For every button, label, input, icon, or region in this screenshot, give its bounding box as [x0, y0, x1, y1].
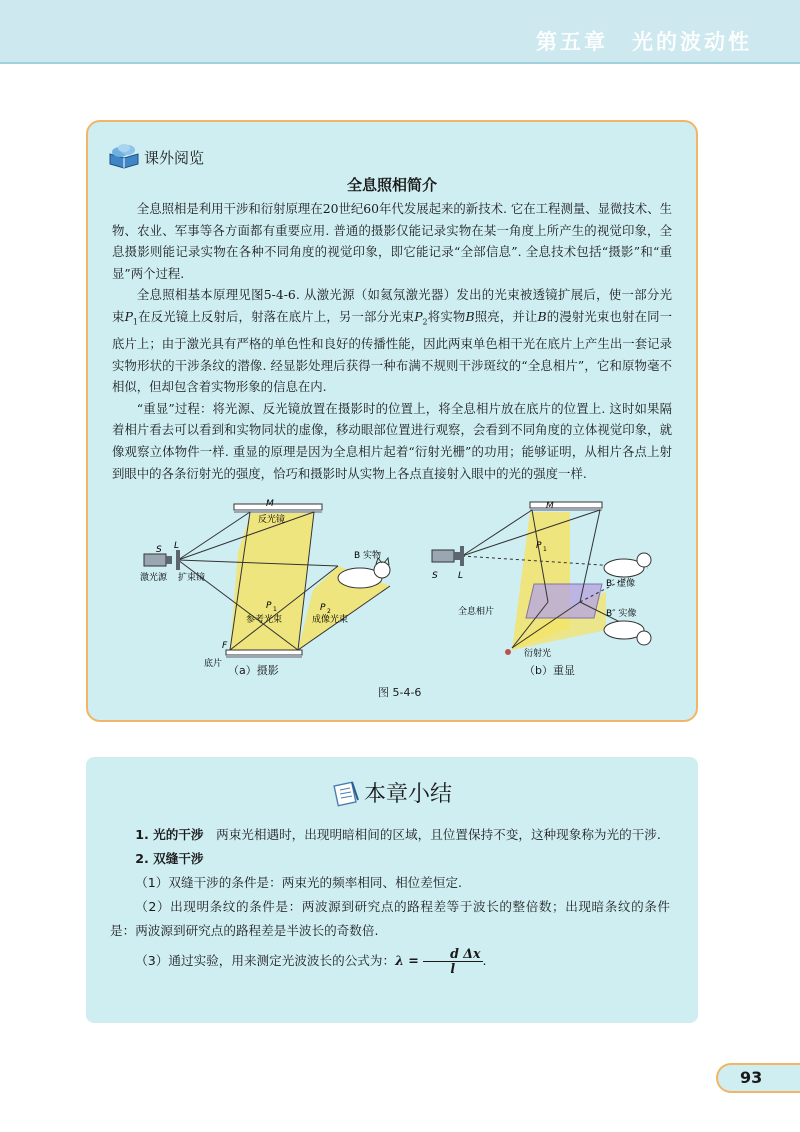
svg-text:扩束镜: 扩束镜: [178, 573, 206, 583]
svg-text:P: P: [266, 601, 272, 611]
svg-text:底片: 底片: [204, 659, 223, 669]
summary-title: 本章小结: [86, 777, 698, 808]
summary-item-2-2: （2）出现明条纹的条件是：两波源到研究点的路程差等于波长的整倍数；出现暗条纹的条件是：两波源到研究点的路程差是半波长的奇数倍.: [110, 899, 670, 938]
chapter-title: 第五章 光的波动性: [536, 30, 752, 54]
figure-b-reconstruction: [410, 498, 670, 663]
figure-a-caption: （a）摄影: [228, 664, 279, 677]
summary-body: [110, 823, 670, 976]
svg-text:1: 1: [543, 546, 547, 553]
svg-text:P: P: [320, 603, 326, 613]
reading-box: [86, 120, 698, 722]
svg-text:P: P: [536, 541, 542, 551]
paragraph-2: 全息照相基本原理见图5-4-6. 从激光源（如氦氖激光器）发出的光束被透镜扩展后，使一部分光束$P_1$在反光镜上反射后，射落在底片上，另一部分光束$P_2$将实物B照亮，并让B的漫射光束也射在同一底片上；由于激光具有严格的单色性和良好的传播性能，因此两束单色相干光在底片上产生出一套记录实物形状的干涉条纹的潜像. 经显影处理后获得一种布满不规则干涉斑纹的“全息相片”，它和原物毫不相似，但却包含着实物形象的信息在内.: [112, 287, 673, 395]
header-rule: [0, 62, 800, 64]
notepad-icon: [332, 780, 360, 806]
summary-item-2-1: （1）双缝干涉的条件是：两束光的频率相同、相位差恒定.: [135, 875, 463, 890]
figure-b-caption: （b）重显: [524, 664, 575, 677]
paragraph-3: “重显”过程：将光源、反光镜放置在摄影时的位置上，将全息相片放在底片的位置上. 这时如果隔着相片看去可以看到和实物同状的虚像，移动眼部位置进行观察，会看到不同角度的立体视觉印象，就像观察立体物件一样. 重显的原理是因为全息相片起着“衍射光栅”的功用；能够证明，从相片各点上射到眼中的各条衍射光的强度，恰巧和摄影时从实物上各点直接射入眼中的光的强度一样.: [112, 400, 672, 481]
article-title: 全息照相简介: [346, 176, 437, 194]
chapter-summary: [86, 757, 698, 1023]
svg-text:成像光束: 成像光束: [312, 615, 349, 625]
svg-text:B″ 实像: B″ 实像: [606, 609, 637, 619]
svg-text:S: S: [156, 545, 162, 555]
page-number: 93: [716, 1063, 800, 1093]
cat-virtual-icon: [604, 553, 651, 577]
book-icon: [106, 142, 142, 172]
eye-icon: [505, 649, 511, 655]
reading-badge: [106, 142, 204, 172]
svg-text:S: S: [432, 571, 438, 581]
summary-item-2-3: （3）通过实验，用来测定光波波长的公式为：λ = $\frac{\text{d Δx}}{l}$.: [135, 946, 487, 976]
wavelength-formula: $\frac{\text{d Δx}}{l}$: [423, 947, 483, 976]
svg-text:L: L: [458, 571, 464, 581]
summary-item-1: 1. 光的干涉 两束光相遇时，出现明暗相间的区域，且位置保持不变，这种现象称为光的干涉.: [135, 827, 661, 842]
cat-real-icon: [604, 621, 651, 645]
reading-label: 课外阅览: [144, 148, 205, 167]
svg-text:B′ 虚像: B′ 虚像: [606, 579, 636, 589]
article-body: [112, 198, 672, 484]
svg-text:激光源: 激光源: [140, 573, 168, 583]
svg-text:反光镜: 反光镜: [258, 515, 286, 525]
paragraph-1: 全息照相是利用干涉和衍射原理在20世纪60年代发展起来的新技术. 它在工程测量、显微技术、生物、农业、军事等各方面都有重要应用. 普通的摄影仅能记录实物在某一角度上所产生的视觉印象，全息摄影则能记录实物在各种不同角度的视觉印象，即它能记录“全部信息”. 全息技术包括“摄影”和“重显”两个过程.: [112, 201, 672, 281]
svg-text:L: L: [174, 541, 180, 551]
svg-text:2: 2: [327, 608, 331, 615]
svg-text:F: F: [222, 641, 228, 651]
svg-text:全息相片: 全息相片: [458, 607, 495, 617]
svg-text:参考光束: 参考光束: [246, 615, 283, 625]
figure-a-recording: [138, 498, 408, 669]
svg-text:1: 1: [273, 606, 277, 613]
svg-text:衍射光: 衍射光: [524, 649, 552, 659]
svg-text:M: M: [546, 501, 554, 511]
svg-text:B 实物: B 实物: [354, 551, 382, 561]
svg-text:M: M: [266, 499, 274, 509]
summary-item-2-head: 2. 双缝干涉: [135, 851, 204, 866]
figure-number: 图 5-4-6: [378, 686, 422, 699]
